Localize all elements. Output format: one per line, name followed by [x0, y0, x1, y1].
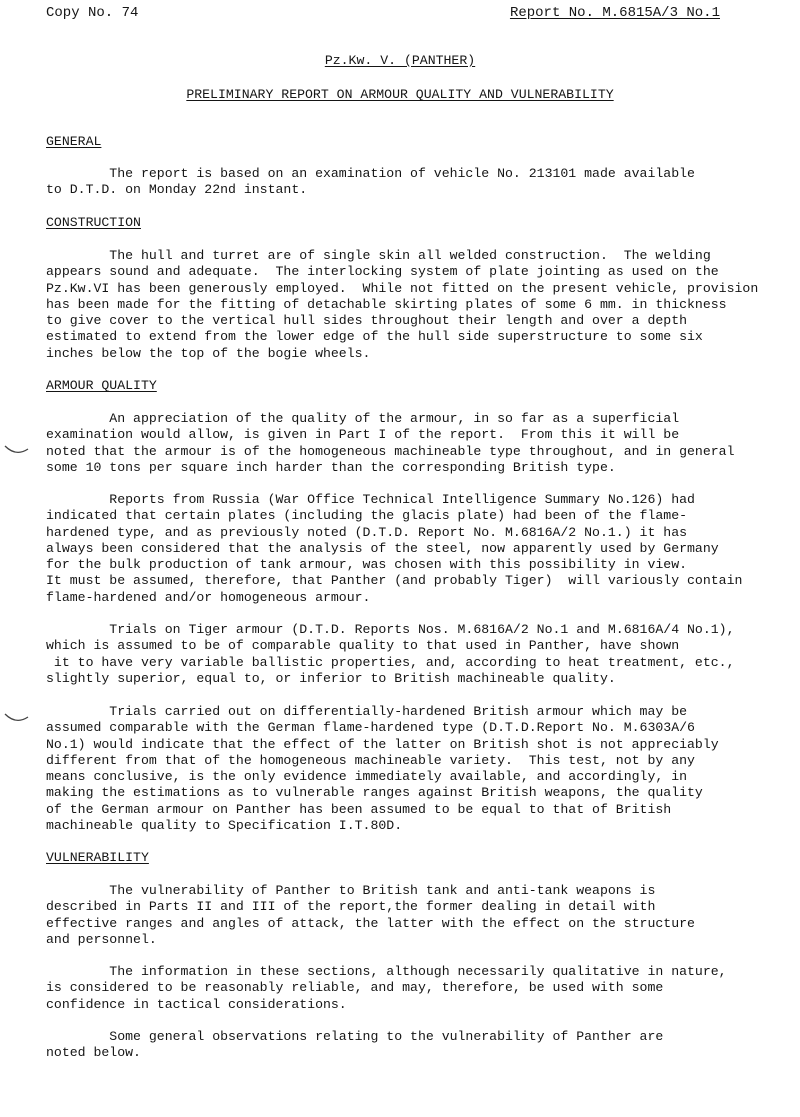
punch-hole-mark-lower: [2, 706, 32, 726]
heading-construction: CONSTRUCTION: [46, 215, 141, 230]
paragraph-vulnerability-1: The vulnerability of Panther to British tank and anti-tank weapons is described in Parts II and III of the report,the former dealing in detail with effective ranges and angles of attack, the latter with the effect on the structure and personnel.: [46, 883, 695, 947]
paragraph-armour-4: Trials carried out on differentially-hardened British armour which may be assumed comparable with the German flame-hardened type (D.T.D.Report No. M.6303A/6 No.1) would indicate that the effect of the latter on British shot is not appreciably different from that of the homogeneous machineable variety. This test, not by any means conclusive, is the only evidence immediately available, and accordingly, in making the estimations as to vulnerable ranges against British weapons, the quality of the German armour on Panther has been assumed to be equal to that of British machineable quality to Specification I.T.80D.: [46, 704, 719, 834]
heading-general: GENERAL: [46, 134, 102, 149]
paragraph-armour-1: An appreciation of the quality of the armour, in so far as a superficial examination would allow, is given in Part I of the report. From this it will be noted that the armour is of the homogeneous machineable type throughout, and in general some 10 tons per square inch harder than the corresponding British type.: [46, 411, 735, 475]
paragraph-general-1: The report is based on an examination of vehicle No. 213101 made available to D.T.D. on Monday 22nd instant.: [46, 166, 695, 198]
heading-vulnerability: VULNERABILITY: [46, 850, 149, 865]
paragraph-armour-3: Trials on Tiger armour (D.T.D. Reports Nos. M.6816A/2 No.1 and M.6816A/4 No.1), which is assumed to be of comparable quality to that used in Panther, have shown it to have very variable ballistic properties, and, according to heat treatment, etc., slightly superior, equal to, or inferior to British machineable quality.: [46, 622, 735, 686]
heading-armour-quality: ARMOUR QUALITY: [46, 378, 157, 393]
report-number: Report No. M.6815A/3 No.1: [509, 5, 720, 21]
paragraph-construction-1: The hull and turret are of single skin all welded construction. The welding appears sound and adequate. The interlocking system of plate jointing as used on the Pz.Kw.VI has been generously employed. While not fitted on the present vehicle, provision has been made for the fitting of detachable skirting plates of some 6 mm. in thickness to give cover to the vertical hull sides throughout their length and over a depth estimated to extend from the lower edge of the hull side superstructure to some six inches below the top of the bogie wheels.: [46, 248, 759, 361]
paragraph-vulnerability-3: Some general observations relating to the vulnerability of Panther are noted below.: [46, 1029, 664, 1061]
paragraph-vulnerability-2: The information in these sections, although necessarily qualitative in nature, is considered to be reasonably reliable, and may, therefore, be used with some confidence in tactical considerations.: [46, 964, 727, 1012]
document-subtitle: PRELIMINARY REPORT ON ARMOUR QUALITY AND VULNERABILITY: [186, 87, 614, 102]
punch-hole-mark-upper: [2, 438, 32, 458]
paragraph-armour-2: Reports from Russia (War Office Technical Intelligence Summary No.126) had indicated that certain plates (including the glacis plate) had been of the flame- hardened type, and as previously noted (D.T.D. Report No. M.6816A/2 No.1.) it has always been considered that the analysis of the steel, now apparently used by Germany for the bulk production of tank armour, was chosen with this possibility in view. It must be assumed, therefore, that Panther (and probably Tiger) will variously contain flame-hardened and/or homogeneous armour.: [46, 492, 743, 605]
document-title: Pz.Kw. V. (PANTHER): [324, 53, 476, 68]
copy-number: Copy No. 74: [46, 5, 139, 21]
